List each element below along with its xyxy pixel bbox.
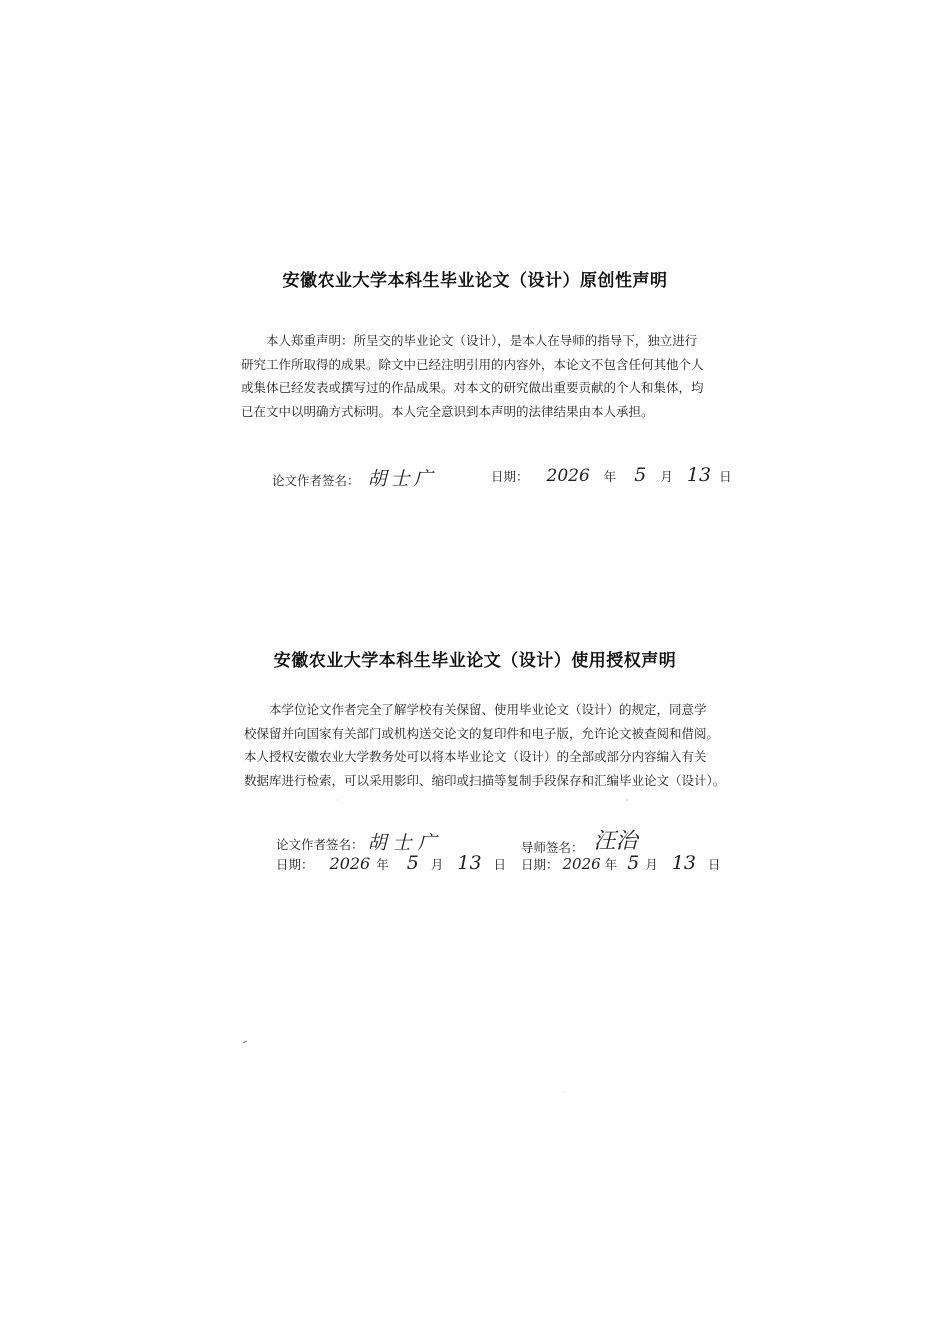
year-label: 年 <box>603 469 617 484</box>
scan-speck <box>563 1091 564 1092</box>
authorization-line: 数据库进行检索，可以采用影印、缩印或扫描等复制手段保存和汇编毕业论文（设计）。 <box>244 772 726 788</box>
year-label: 年 <box>604 857 618 872</box>
authorization-line: 本人授权安徽农业大学教务处可以将本毕业论文（设计）的全部或部分内容编入有关 <box>244 749 707 764</box>
date-day-handwritten: 13 <box>671 852 697 874</box>
month-label: 月 <box>430 857 444 872</box>
date-year-handwritten: 2026 <box>562 855 601 873</box>
authorization-line: 本学位论文作者完全了解学校有关保留、使用毕业论文（设计）的规定，同意学 <box>244 702 707 717</box>
originality-line: 研究工作所取得的成果。除文中已经注明引用的内容外，本论文不包含任何其他个人 <box>241 356 704 372</box>
scan-speck <box>626 799 628 801</box>
day-label: 日 <box>493 857 507 872</box>
originality-line: 已在文中以明确方式标明。本人完全意识到本声明的法律结果由本人承担。 <box>241 403 654 419</box>
advisor-handwritten-signature: 汪治 <box>593 829 638 854</box>
date-label: 日期： <box>491 469 529 484</box>
date-day-handwritten: 13 <box>686 464 712 486</box>
day-label: 日 <box>719 469 732 484</box>
date-label: 日期： <box>521 857 559 872</box>
date-label: 日期： <box>276 857 314 872</box>
scan-speck <box>243 1041 247 1043</box>
author-signature-label: 论文作者签名： <box>276 837 364 852</box>
originality-line: 或集体已经发表或撰写过的作品成果。对本文的研究做出重要贡献的个人和集体，均 <box>241 380 704 395</box>
date-month-handwritten: 5 <box>634 464 647 486</box>
date-month-handwritten: 5 <box>406 852 419 874</box>
scan-speck <box>337 799 338 800</box>
month-label: 月 <box>660 469 673 484</box>
originality-line: 本人郑重声明：所呈交的毕业论文（设计），是本人在导师的指导下，独立进行 <box>241 333 698 348</box>
date-year-handwritten: 2026 <box>329 854 371 873</box>
authorization-line: 校保留并向国家有关部门或机构送交论文的复印件和电子版，允许论文被查阅和借阅。 <box>244 725 720 741</box>
author-handwritten-signature: 胡士广 <box>367 468 437 490</box>
advisor-signature-label: 导师签名： <box>521 840 584 855</box>
month-label: 月 <box>645 857 658 872</box>
authorization-title: 安徽农业大学本科生毕业论文（设计）使用授权声明 <box>273 651 677 671</box>
author-signature-label: 论文作者签名： <box>272 473 360 488</box>
date-day-handwritten: 13 <box>457 852 482 874</box>
year-label: 年 <box>376 857 389 872</box>
originality-title: 安徽农业大学本科生毕业论文（设计）原创性声明 <box>282 271 668 291</box>
day-label: 日 <box>708 857 721 872</box>
date-month-handwritten: 5 <box>627 852 640 874</box>
author-handwritten-signature: 胡士广 <box>367 832 443 854</box>
date-year-handwritten: 2026 <box>546 466 590 486</box>
